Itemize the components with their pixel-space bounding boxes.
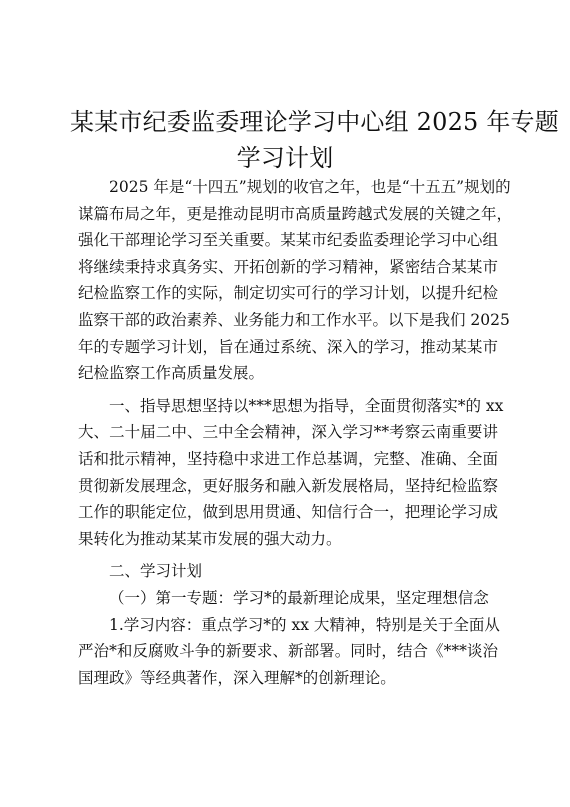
section-heading: 二、学习计划 <box>109 562 203 581</box>
paragraph-line: 国理政》等经典著作，深入理解*的创新理论。 <box>78 668 396 687</box>
document-title-line-2: 学习计划 <box>236 144 334 172</box>
section-guiding-ideology <box>78 393 504 553</box>
paragraph-line: 一、指导思想坚持以***思想为指导，全面贯彻落实*的 xx <box>109 396 504 415</box>
section-study-plan <box>78 558 498 691</box>
document-body <box>78 174 513 691</box>
document-title-line-1: 某某市纪委监委理论学习中心组 2025 年专题 <box>70 108 559 136</box>
paragraph-line: 强化干部理论学习至关重要。某某市纪委监委理论学习中心组 <box>78 231 498 250</box>
paragraph-line: 将继续秉持求真务实、开拓创新的学习精神，紧密结合某某市 <box>78 257 498 276</box>
paragraph-line: 1.学习内容：重点学习*的 xx 大精神，特别是关于全面从 <box>109 615 500 634</box>
paragraph-line: 谋篇布局之年，更是推动昆明市高质量跨越式发展的关键之年， <box>78 204 513 223</box>
paragraph-line: 大、二十届二中、三中全会精神，深入学习**考察云南重要讲 <box>78 423 498 442</box>
paragraph-line: 果转化为推动某某市发展的强大动力。 <box>78 529 342 548</box>
paragraph-line: 严治*和反腐败斗争的新要求、新部署。同时，结合《***谈治 <box>78 642 498 661</box>
paragraph-line: 监察干部的政治素养、业务能力和工作水平。以下是我们 2025 <box>78 310 510 329</box>
paragraph-line: 纪检监察工作高质量发展。 <box>78 364 265 383</box>
paragraph-line: 贯彻新发展理念，更好服务和融入新发展格局，坚持纪检监察 <box>78 476 498 495</box>
paragraph-line: 2025 年是“十四五”规划的收官之年，也是“十五五”规划的 <box>109 178 511 196</box>
paragraph-line: 工作的职能定位，做到思用贯通、知信行合一，把理论学习成 <box>78 503 498 522</box>
intro-paragraph <box>78 174 513 387</box>
subsection-heading: （一）第一专题：学习*的最新理论成果，坚定理想信念 <box>109 588 489 607</box>
paragraph-line: 年的专题学习计划，旨在通过系统、深入的学习，推动某某市 <box>78 337 498 356</box>
paragraph-line: 话和批示精神，坚持稳中求进工作总基调，完整、准确、全面 <box>78 449 498 468</box>
paragraph-line: 纪检监察工作的实际，制定切实可行的学习计划，以提升纪检 <box>78 284 498 303</box>
